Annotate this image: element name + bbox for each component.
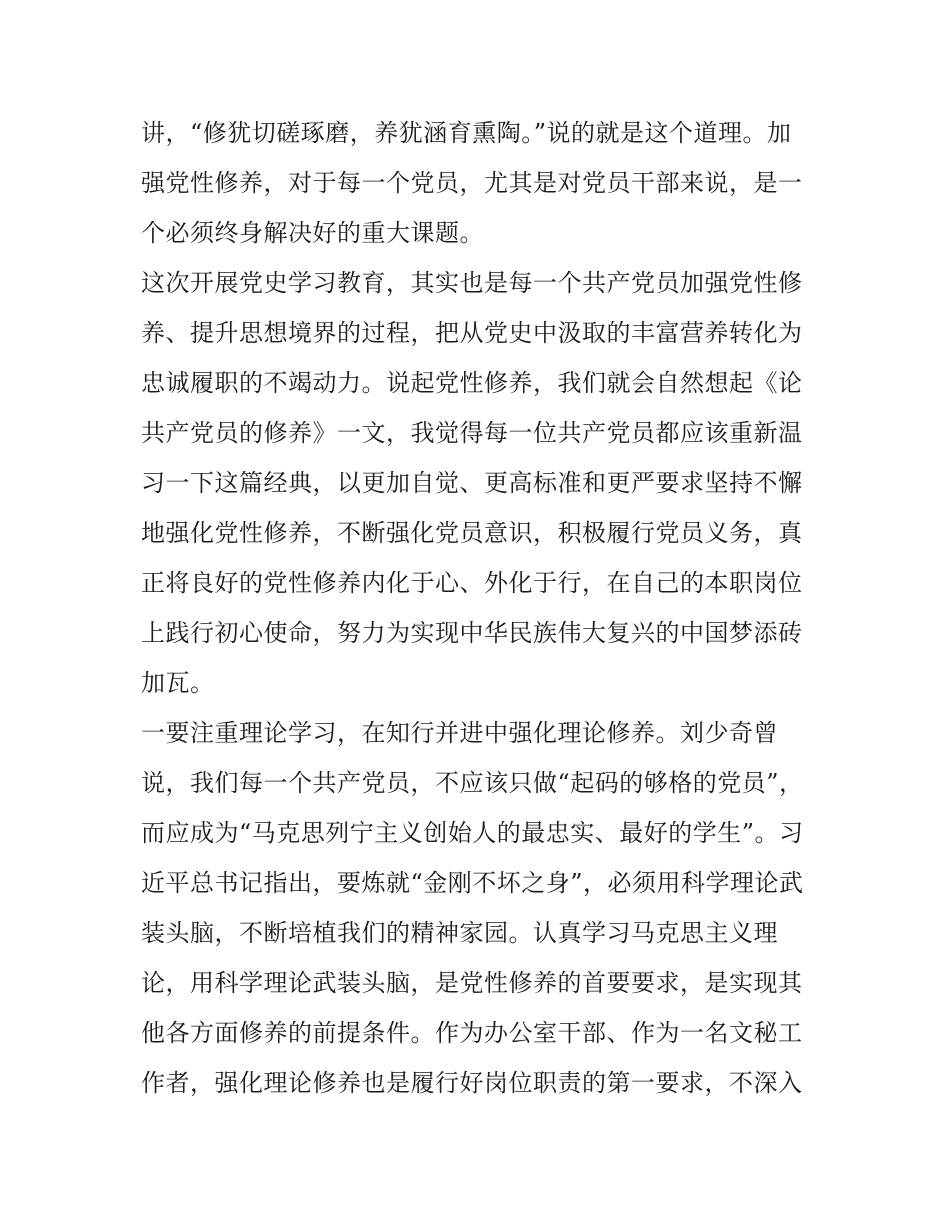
text-line: 正将良好的党性修养内化于心、外化于行，在自己的本职岗位 (141, 569, 803, 597)
text-line: 上践行初心使命，努力为实现中华民族伟大复兴的中国梦添砖 (141, 619, 803, 647)
text-line: 习一下这篇经典，以更加自觉、更高标准和更严要求坚持不懈 (141, 469, 803, 497)
text-line: 加瓦。 (141, 669, 215, 697)
body-text (141, 108, 821, 1108)
text-line: 讲，“修犹切磋琢磨，养犹涵育熏陶。”说的就是这个道理。加 (141, 119, 792, 147)
text-line: 个必须终身解决好的重大课题。 (141, 219, 484, 247)
text-line: 说，我们每一个共产党员，不应该只做“起码的够格的党员”， (141, 769, 804, 797)
text-line: 地强化党性修养，不断强化党员意识，积极履行党员义务，真 (141, 519, 803, 547)
text-line: 养、提升思想境界的过程，把从党史中汲取的丰富营养转化为 (141, 319, 803, 347)
text-line: 近平总书记指出，要炼就“金刚不坏之身”，必须用科学理论武 (141, 869, 804, 897)
text-line: 忠诚履职的不竭动力。说起党性修养，我们就会自然想起《论 (141, 369, 803, 397)
text-line: 共产党员的修养》一文，我觉得每一位共产党员都应该重新温 (141, 419, 803, 447)
text-line: 他各方面修养的前提条件。作为办公室干部、作为一名文秘工 (141, 1019, 803, 1047)
text-line: 论，用科学理论武装头脑，是党性修养的首要要求，是实现其 (141, 969, 803, 997)
text-line: 一要注重理论学习，在知行并进中强化理论修养。刘少奇曾 (141, 719, 778, 747)
text-line: 作者，强化理论修养也是履行好岗位职责的第一要求，不深入 (141, 1069, 803, 1097)
text-line: 这次开展党史学习教育，其实也是每一个共产党员加强党性修 (141, 269, 803, 297)
text-line: 强党性修养，对于每一个党员，尤其是对党员干部来说，是一 (141, 169, 803, 197)
text-line: 装头脑，不断培植我们的精神家园。认真学习马克思主义理 (141, 919, 778, 947)
text-line: 而应成为“马克思列宁主义创始人的最忠实、最好的学生”。习 (141, 819, 804, 847)
